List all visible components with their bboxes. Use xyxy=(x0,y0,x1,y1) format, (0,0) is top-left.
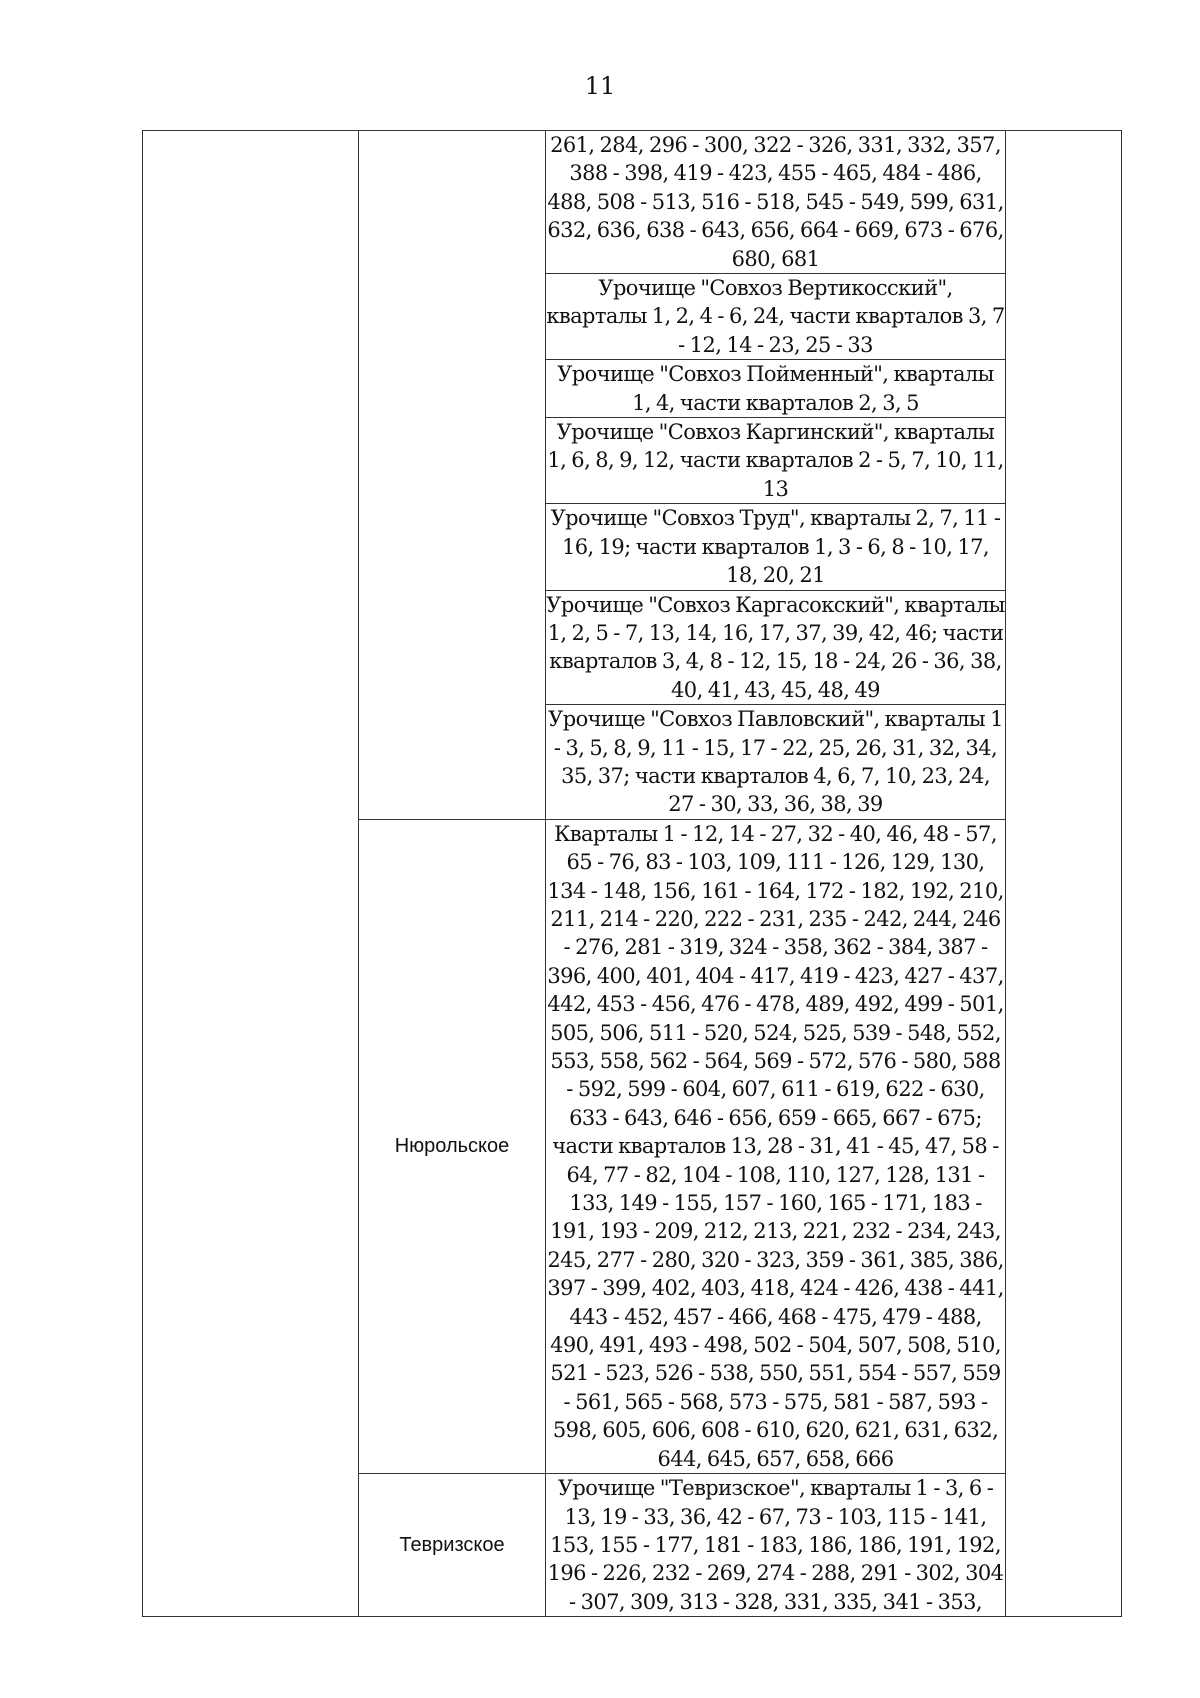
quarters-cell: Урочище "Совхоз Каргасокский", кварталы 1, 2, 5 - 7, 13, 14, 16, 17, 37, 39, 42, 46; части кварталов 3, 4, 8 - 12, 15, 18 - 24, 26 - 36, 38, 40, 41, 43, 45, 48, 49 xyxy=(546,590,1006,705)
district-cell: Нюрольское xyxy=(359,819,546,1473)
quarters-cell: Урочище "Совхоз Труд", кварталы 2, 7, 11 - 16, 19; части кварталов 1, 3 - 6, 8 - 10, 17, 18, 20, 21 xyxy=(546,504,1006,590)
quarters-cell: Кварталы 1 - 12, 14 - 27, 32 - 40, 46, 48 - 57, 65 - 76, 83 - 103, 109, 111 - 126, 129, 130, 134 - 148, 156, 161 - 164, 172 - 182, 192, 210, 211, 214 - 220, 222 - 231, 235 - 242, 244, 246 - 276, 281 - 319, 324 - 358, 362 - 384, 387 - 396, 400, 401, 404 - 417, 419 - 423, 427 - 437, 442, 453 - 456, 476 - 478, 489, 492, 499 - 501, 505, 506, 511 - 520, 524, 525, 539 - 548, 552, 553, 558, 562 - 564, 569 - 572, 576 - 580, 588 - 592, 599 - 604, 607, 611 - 619, 622 - 630, 633 - 643, 646 - 656, 659 - 665, 667 - 675; части кварталов 13, 28 - 31, 41 - 45, 47, 58 - 64, 77 - 82, 104 - 108, 110, 127, 128, 131 - 133, 149 - 155, 157 - 160, 165 - 171, 183 - 191, 193 - 209, 212, 213, 221, 232 - 234, 243, 245, 277 - 280, 320 - 323, 359 - 361, 385, 386, 397 - 399, 402, 403, 418, 424 - 426, 438 - 441, 443 - 452, 457 - 466, 468 - 475, 479 - 488, 490, 491, 493 - 498, 502 - 504, 507, 508, 510, 521 - 523, 526 - 538, 550, 551, 554 - 557, 559 - 561, 565 - 568, 573 - 575, 581 - 587, 593 - 598, 605, 606, 608 - 610, 620, 621, 631, 632, 644, 645, 657, 658, 666 xyxy=(546,819,1006,1473)
district-cell: Тевризское xyxy=(359,1474,546,1617)
quarters-cell: Урочище "Совхоз Каргинский", кварталы 1, 6, 8, 9, 12, части кварталов 2 - 5, 7, 10, 11, 13 xyxy=(546,418,1006,504)
last-column-cell xyxy=(1006,131,1122,1617)
quarters-cell: Урочище "Совхоз Пойменный", кварталы 1, 4, части кварталов 2, 3, 5 xyxy=(546,360,1006,418)
first-column-cell xyxy=(143,131,359,1617)
quarters-cell: Урочище "Совхоз Вертикосский", кварталы 1, 2, 4 - 6, 24, части кварталов 3, 7 - 12, 14 - 23, 25 - 33 xyxy=(546,274,1006,360)
district-cell xyxy=(359,131,546,820)
forest-quarters-table xyxy=(142,130,1122,1617)
page-number: 11 xyxy=(584,72,616,100)
table-row xyxy=(143,131,1122,274)
quarters-cell: Урочище "Совхоз Павловский", кварталы 1 - 3, 5, 8, 9, 11 - 15, 17 - 22, 25, 26, 31, 32, 34, 35, 37; части кварталов 4, 6, 7, 10, 23, 24, 27 - 30, 33, 36, 38, 39 xyxy=(546,705,1006,820)
quarters-cell: 261, 284, 296 - 300, 322 - 326, 331, 332, 357, 388 - 398, 419 - 423, 455 - 465, 484 - 486, 488, 508 - 513, 516 - 518, 545 - 549, 599, 631, 632, 636, 638 - 643, 656, 664 - 669, 673 - 676, 680, 681 xyxy=(546,131,1006,274)
quarters-cell: Урочище "Тевризское", кварталы 1 - 3, 6 - 13, 19 - 33, 36, 42 - 67, 73 - 103, 115 - 141, 153, 155 - 177, 181 - 183, 186, 186, 191, 192, 196 - 226, 232 - 269, 274 - 288, 291 - 302, 304 - 307, 309, 313 - 328, 331, 335, 341 - 353, xyxy=(546,1474,1006,1617)
